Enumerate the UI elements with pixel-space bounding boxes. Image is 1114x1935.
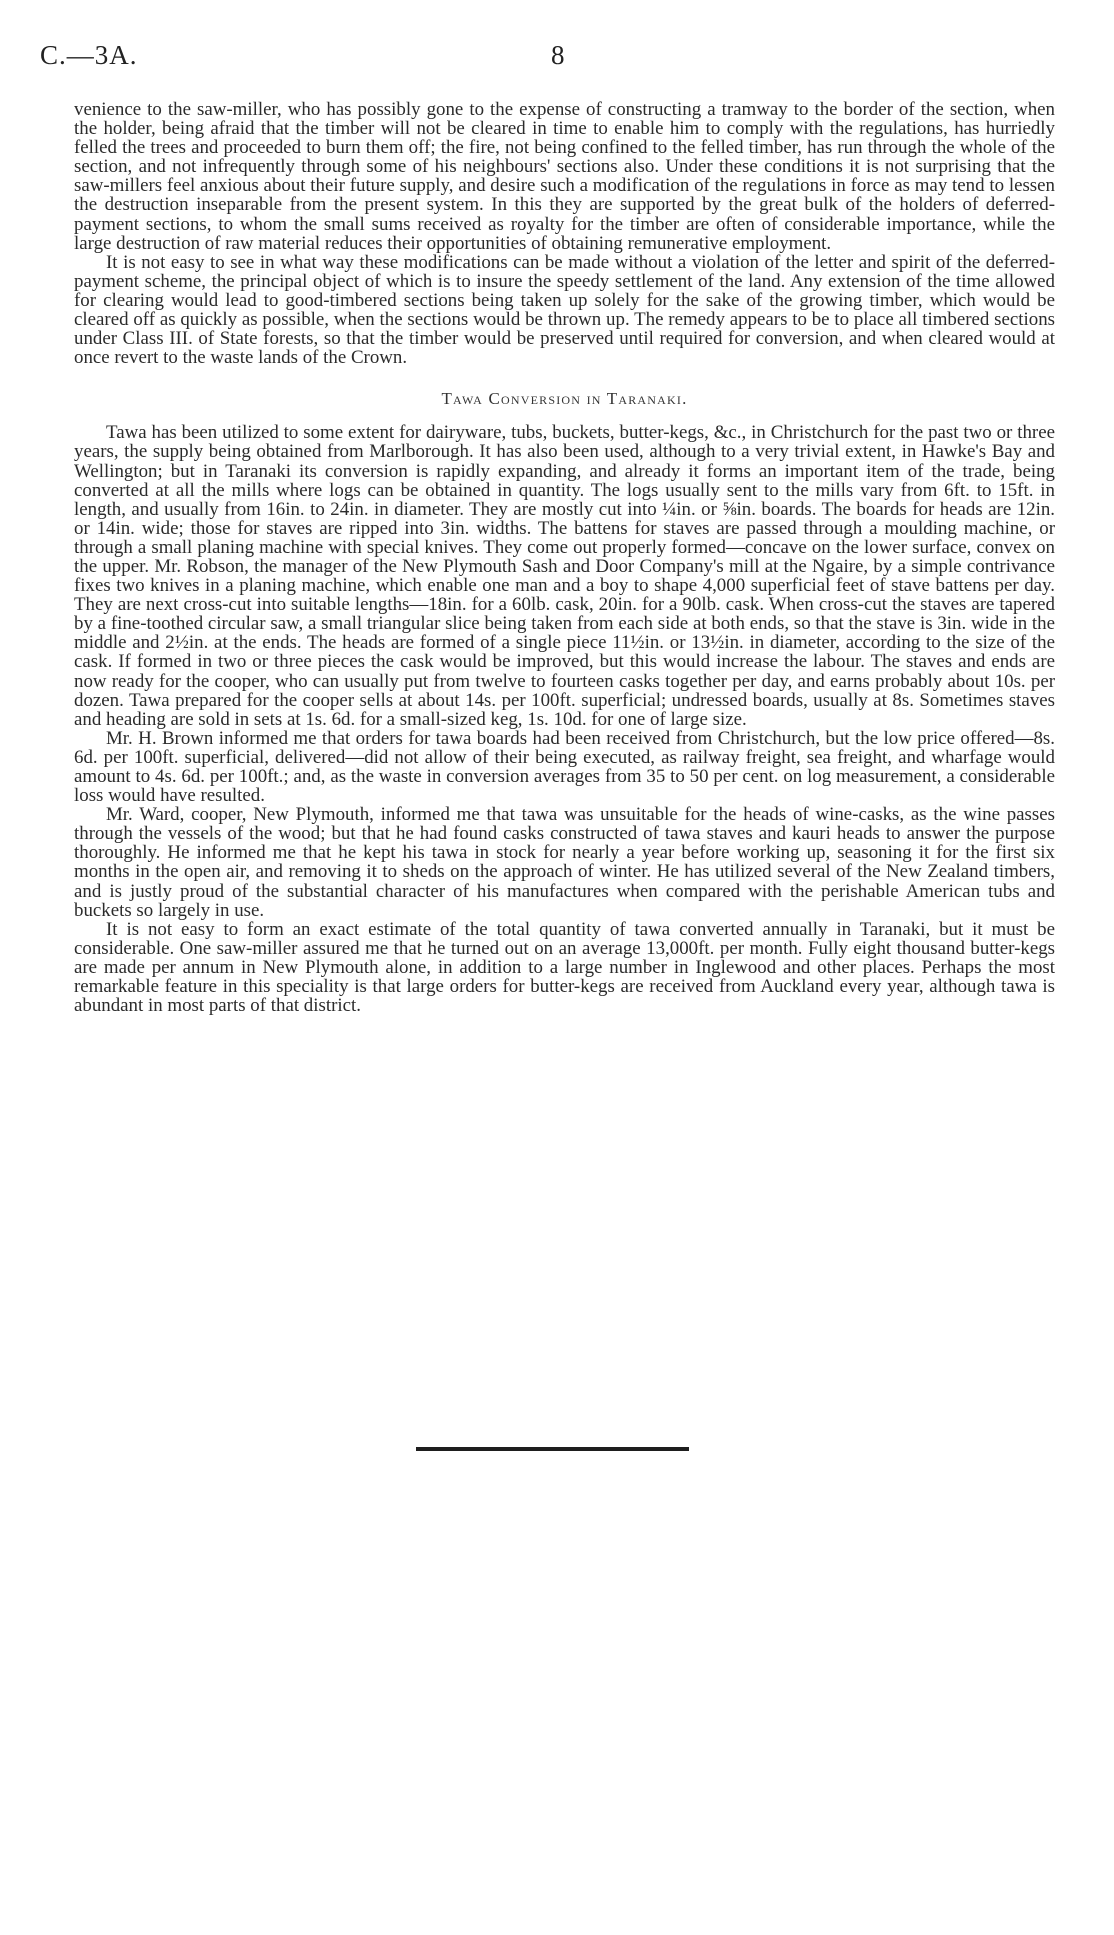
paragraph: Tawa has been utilized to some extent for dairyware, tubs, buckets, butter-kegs, &c., in Christchurch for the past two or three years, the supply being obtained from Marlborough. It has also been used, although to a very trivial extent, in Hawke's Bay and Wellington; but in Taranaki its conversion is rapidly expanding, and already it forms an important item of the trade, being converted at all the mills where logs can be obtained in quantity. The logs usually sent to the mills vary from 6ft. to 15ft. in length, and usually from 16in. to 24in. in diameter. They are mostly cut into ¼in. or ⅝in. boards. The boards for heads are 12in. or 14in. wide; those for staves are ripped into 3in. widths. The battens for staves are passed through a moulding machine, or through a small planing machine with special knives. They come out properly formed—concave on the lower surface, convex on the upper. Mr. Robson, the manager of the New Plymouth Sash and Door Company's mill at the Ngaire, by a simple contrivance fixes two knives in a planing machine, which enable one man and a boy to shape 4,000 superficial feet of stave battens per day. They are next cross-cut into suitable lengths—18in. for a 60lb. cask, 20in. for a 90lb. cask. When cross-cut the staves are tapered by a fine-toothed circular saw, a small triangular slice being taken from each side at both ends, so that the stave is 3in. wide in the middle and 2½in. at the ends. The heads are formed of a single piece 11½in. or 13½in. in diameter, according to the size of the cask. If formed in two or three pieces the cask would be improved, but this would increase the labour. The staves and ends are now ready for the cooper, who can usually put from twelve to fourteen casks together per day, and earns probably about 10s. per dozen. Tawa prepared for the cooper sells at about 14s. per 100ft. superficial; undressed boards, usually at 8s. Sometimes staves and heading are sold in sets at 1s. 6d. for a small-sized keg, 1s. 10d. for one of large size. bbox=[74, 422, 1055, 730]
section-heading: Tawa Conversion in Taranaki. bbox=[441, 389, 688, 409]
paragraph: Mr. Ward, cooper, New Plymouth, informed me that tawa was unsuitable for the heads of wine-casks, as the wine passes through the vessels of the wood; but that he had found casks constructed of tawa staves and kauri heads to answer the purpose thoroughly. He informed me that he kept his tawa in stock for nearly a year before working up, seasoning it for the first six months in the open air, and removing it to sheds on the approach of winter. He has utilized several of the New Zealand timbers, and is justly proud of the substantial character of his manufactures when compared with the perishable American tubs and buckets so largely in use. bbox=[74, 804, 1055, 921]
document-reference: C.—3A. bbox=[40, 40, 138, 70]
paragraph: Mr. H. Brown informed me that orders for tawa boards had been received from Christchurch, but the low price offered—8s. 6d. per 100ft. superficial, delivered—did not allow of their being executed, as railway freight, sea freight, and wharfage would amount to 4s. 6d. per 100ft.; and, as the waste in conversion averages from 35 to 50 per cent. on log measurement, a considerable loss would have resulted. bbox=[74, 727, 1055, 807]
running-header bbox=[40, 40, 1074, 80]
paragraph: It is not easy to form an exact estimate of the total quantity of tawa converted annually in Taranaki, but it must be considerable. One saw-miller assured me that he turned out on an average 13,000ft. per month. Fully eight thousand butter-kegs are made per annum in New Plymouth alone, in addition to a large number in Inglewood and other places. Perhaps the most remarkable feature in this speciality is that large orders for butter-kegs are received from Auckland every year, although tawa is abundant in most parts of that district. bbox=[74, 918, 1055, 1017]
end-rule-divider bbox=[416, 1447, 689, 1451]
paragraph-continued: venience to the saw-miller, who has possibly gone to the expense of constructing a tramway to the border of the section, when the holder, being afraid that the timber will not be cleared in time to enable him to comply with the regulations, has hurriedly felled the trees and proceeded to burn them off; the fire, not being confined to the felled timber, has run through the whole of the section, and not infrequently through some of his neighbours' sections also. Under these conditions it is not surprising that the saw-millers feel anxious about their future supply, and desire such a modification of the regulations in force as may tend to lessen the destruction inseparable from the present system. In this they are supported by the great bulk of the holders of deferred-payment sections, to whom the small sums received as royalty for the timber are often of considerable importance, while the large destruction of raw material reduces their opportunities of obtaining remunerative employment. bbox=[74, 99, 1055, 254]
paragraph: It is not easy to see in what way these modifications can be made without a violation of the letter and spirit of the deferred-payment scheme, the principal object of which is to insure the speedy settlement of the land. Any extension of the time allowed for clearing would lead to good-timbered sections being taken up solely for the sake of the growing timber, which would be cleared off as quickly as possible, when the sections would be thrown up. The remedy appears to be to place all timbered sections under Class III. of State forests, so that the timber would be preserved until required for conversion, and when cleared would at once revert to the waste lands of the Crown. bbox=[74, 251, 1055, 369]
document-body bbox=[74, 100, 1055, 1015]
page-number: 8 bbox=[551, 40, 565, 70]
